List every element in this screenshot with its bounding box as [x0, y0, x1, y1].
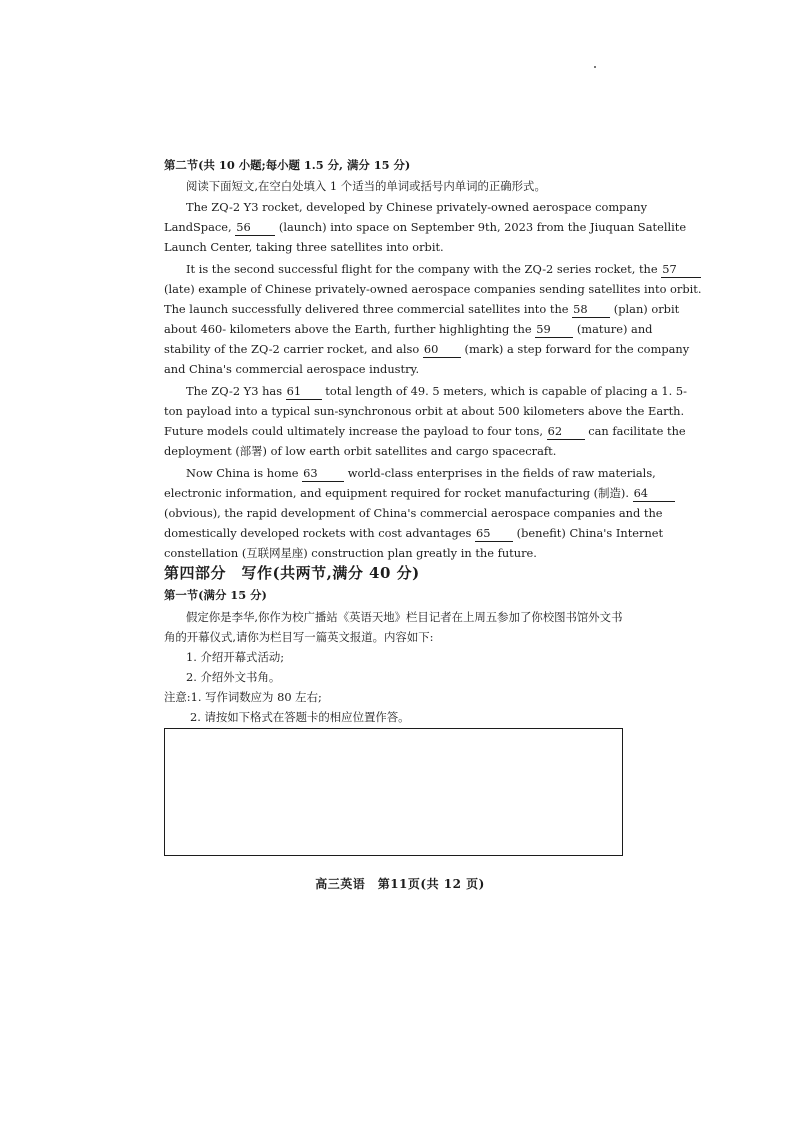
- part4-section1-heading: 第一节(满分 15 分): [164, 588, 267, 602]
- writing-note-2: 2. 请按如下格式在答题卡的相应位置作答。: [190, 710, 410, 724]
- blank-61: 61: [286, 384, 322, 400]
- passage-line: Now China is home 63 world-class enterprises in the fields of raw materials,: [186, 466, 656, 480]
- blank-57: 57: [661, 262, 701, 278]
- page-footer: 高三英语 第11页(共 12 页): [315, 877, 485, 891]
- passage-line: and China's commercial aerospace industry.: [164, 362, 420, 376]
- passage-line: stability of the ZQ-2 carrier rocket, and also 60 (mark) a step forward for the company: [164, 342, 690, 356]
- blank-63: 63: [302, 466, 344, 482]
- writing-item-1: 1. 介绍开幕式活动;: [186, 650, 285, 664]
- blank-64: 64: [633, 486, 675, 502]
- passage-line: (late) example of Chinese privately-owned aerospace companies sending satellites into orbit.: [164, 282, 702, 296]
- scan-speck: [594, 66, 596, 68]
- passage-line: The ZQ-2 Y3 rocket, developed by Chinese privately-owned aerospace company: [186, 200, 648, 214]
- blank-60: 60: [423, 342, 461, 358]
- blank-59: 59: [535, 322, 573, 338]
- section2-heading: 第二节(共 10 小题;每小题 1.5 分, 满分 15 分): [164, 158, 411, 172]
- passage-line: LandSpace, 56 (launch) into space on September 9th, 2023 from the Jiuquan Satellite: [164, 220, 687, 234]
- passage-line: It is the second successful flight for the company with the ZQ-2 series rocket, the 57: [186, 260, 636, 278]
- section2-instruction: 阅读下面短文,在空白处填入 1 个适当的单词或括号内单词的正确形式。: [186, 179, 546, 193]
- writing-prompt-line: 角的开幕仪式,请你为栏目写一篇英文报道。内容如下:: [164, 630, 434, 644]
- passage-line: The launch successfully delivered three commercial satellites into the 58 (plan) orbit: [164, 302, 680, 316]
- writing-note-1: 注意:1. 写作词数应为 80 左右;: [164, 690, 322, 704]
- passage-line: ton payload into a typical sun-synchronous orbit at about 500 kilometers above the Earth.: [164, 404, 685, 418]
- passage-line: deployment (部署) of low earth orbit satellites and cargo spacecraft.: [164, 444, 557, 458]
- blank-62: 62: [547, 424, 585, 440]
- passage-line: electronic information, and equipment required for rocket manufacturing (制造). 64: [164, 484, 636, 502]
- writing-item-2: 2. 介绍外文书角。: [186, 670, 281, 684]
- passage-line: about 460- kilometers above the Earth, further highlighting the 59 (mature) and: [164, 322, 653, 336]
- passage-line: Launch Center, taking three satellites into orbit.: [164, 240, 444, 254]
- blank-56: 56: [235, 220, 275, 236]
- answer-box: [164, 728, 623, 856]
- blank-65: 65: [475, 526, 513, 542]
- blank-58: 58: [572, 302, 610, 318]
- passage-line: Future models could ultimately increase the payload to four tons, 62 can facilitate the: [164, 424, 686, 438]
- passage-line: constellation (互联网星座) construction plan greatly in the future.: [164, 546, 537, 560]
- passage-line: domestically developed rockets with cost advantages 65 (benefit) China's Internet: [164, 526, 664, 540]
- part4-heading: 第四部分 写作(共两节,满分 40 分): [164, 564, 420, 582]
- writing-prompt-line: 假定你是李华,你作为校广播站《英语天地》栏目记者在上周五参加了你校图书馆外文书: [186, 610, 623, 624]
- passage-line: The ZQ-2 Y3 has 61 total length of 49. 5 meters, which is capable of placing a 1. 5-: [186, 384, 688, 398]
- passage-line: (obvious), the rapid development of China's commercial aerospace companies and the: [164, 506, 663, 520]
